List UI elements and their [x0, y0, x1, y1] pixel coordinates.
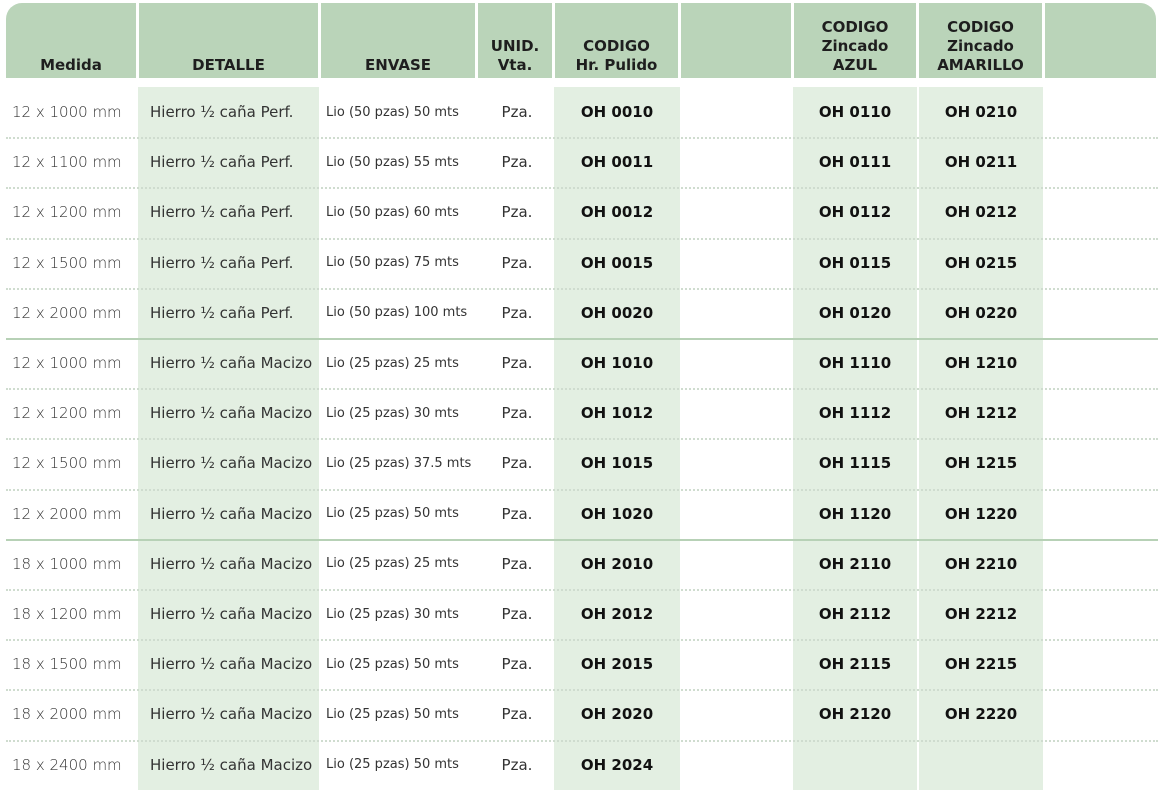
cell-codigo-amarillo: OH 0211: [944, 153, 1018, 172]
cell-codigo-pulido: OH 1020: [580, 504, 654, 523]
cell-envase: Lio (25 pzas) 25 mts: [326, 556, 459, 572]
cell-unid: Pza.: [501, 253, 533, 272]
header-codigo-azul: CODIGO Zincado AZUL: [821, 18, 889, 74]
header-divider: [1042, 3, 1045, 78]
table-row: [6, 639, 1158, 689]
table-row: [6, 438, 1158, 488]
table-row: [6, 589, 1158, 639]
cell-unid: Pza.: [501, 303, 533, 322]
cell-envase: Lio (25 pzas) 50 mts: [326, 706, 459, 722]
table-row: [6, 137, 1158, 187]
cell-detalle: Hierro ½ caña Perf.: [150, 253, 294, 272]
cell-codigo-pulido: OH 0012: [580, 203, 654, 222]
cell-envase: Lio (50 pzas) 55 mts: [326, 154, 459, 170]
table-row: [6, 689, 1158, 739]
cell-detalle: Hierro ½ caña Macizo: [150, 504, 313, 523]
cell-codigo-azul: OH 1112: [818, 404, 892, 423]
cell-codigo-azul: OH 2115: [818, 655, 892, 674]
cell-detalle: Hierro ½ caña Macizo: [150, 755, 313, 774]
cell-codigo-pulido: OH 1010: [580, 354, 654, 372]
cell-codigo-pulido: OH 2020: [580, 705, 654, 724]
cell-codigo-amarillo: OH 2210: [944, 554, 1018, 573]
cell-codigo-amarillo: OH 0212: [944, 203, 1018, 222]
cell-detalle: Hierro ½ caña Perf.: [150, 103, 294, 121]
cell-codigo-pulido: OH 1012: [580, 404, 654, 423]
cell-medida: 12 x 2000 mm: [12, 303, 122, 322]
cell-detalle: Hierro ½ caña Macizo: [150, 655, 313, 674]
cell-medida: 12 x 1500 mm: [12, 454, 122, 473]
cell-unid: Pza.: [501, 354, 533, 372]
cell-codigo-amarillo: OH 2212: [944, 605, 1018, 623]
header-divider: [678, 3, 681, 78]
cell-codigo-amarillo: OH 0210: [944, 103, 1018, 121]
cell-codigo-pulido: OH 0020: [580, 303, 654, 322]
cell-envase: Lio (25 pzas) 30 mts: [326, 606, 459, 622]
cell-codigo-azul: OH 2112: [818, 605, 892, 623]
cell-codigo-amarillo: OH 2215: [944, 655, 1018, 674]
cell-codigo-azul: OH 1120: [818, 504, 892, 523]
cell-codigo-azul: OH 0111: [818, 153, 892, 172]
header-codigo-pulido: CODIGO Hr. Pulido: [575, 37, 658, 74]
cell-medida: 18 x 1200 mm: [12, 605, 122, 623]
header-medida: Medida: [40, 56, 102, 74]
cell-detalle: Hierro ½ caña Perf.: [150, 153, 294, 172]
cell-codigo-amarillo: OH 0215: [944, 253, 1018, 272]
header-envase: ENVASE: [364, 56, 432, 74]
cell-envase: Lio (25 pzas) 37.5 mts: [326, 455, 472, 471]
cell-envase: Lio (50 pzas) 60 mts: [326, 204, 459, 220]
table-row: [6, 238, 1158, 288]
cell-codigo-amarillo: OH 2220: [944, 705, 1018, 724]
cell-envase: Lio (50 pzas) 50 mts: [326, 104, 459, 120]
cell-envase: Lio (25 pzas) 50 mts: [326, 506, 459, 522]
cell-codigo-amarillo: OH 0220: [944, 303, 1018, 322]
cell-codigo-pulido: OH 0011: [580, 153, 654, 172]
cell-medida: 18 x 1500 mm: [12, 655, 122, 674]
cell-unid: Pza.: [501, 554, 533, 573]
cell-codigo-pulido: OH 2012: [580, 605, 654, 623]
table-row: [6, 288, 1158, 338]
cell-codigo-pulido: OH 1015: [580, 454, 654, 473]
cell-codigo-azul: [793, 740, 917, 790]
cell-detalle: Hierro ½ caña Macizo: [150, 454, 313, 473]
cell-detalle: Hierro ½ caña Perf.: [150, 303, 294, 322]
cell-codigo-azul: OH 0115: [818, 253, 892, 272]
cell-codigo-pulido: OH 0015: [580, 253, 654, 272]
cell-unid: Pza.: [501, 404, 533, 423]
cell-codigo-azul: OH 2120: [818, 705, 892, 724]
table-row: [6, 740, 1158, 790]
cell-envase: Lio (50 pzas) 75 mts: [326, 255, 459, 271]
cell-unid: Pza.: [501, 605, 533, 623]
cell-medida: 18 x 1000 mm: [12, 554, 122, 573]
cell-unid: Pza.: [501, 655, 533, 674]
cell-medida: 12 x 1000 mm: [12, 103, 122, 121]
cell-medida: 18 x 2400 mm: [12, 755, 122, 774]
cell-unid: Pza.: [501, 103, 533, 121]
cell-codigo-amarillo: OH 1212: [944, 404, 1018, 423]
cell-envase: Lio (50 pzas) 100 mts: [326, 305, 468, 321]
cell-codigo-azul: OH 1110: [818, 354, 892, 372]
cell-medida: 12 x 1200 mm: [12, 203, 122, 222]
table-row: [6, 539, 1158, 589]
cell-detalle: Hierro ½ caña Macizo: [150, 605, 313, 623]
table-row: [6, 338, 1158, 388]
cell-medida: 12 x 2000 mm: [12, 504, 122, 523]
table-row: [6, 87, 1158, 137]
cell-unid: Pza.: [501, 454, 533, 473]
cell-unid: Pza.: [501, 504, 533, 523]
cell-codigo-pulido: OH 0010: [580, 103, 654, 121]
cell-envase: Lio (25 pzas) 25 mts: [326, 355, 459, 371]
cell-envase: Lio (25 pzas) 50 mts: [326, 656, 459, 672]
table-row: [6, 489, 1158, 539]
cell-codigo-amarillo: OH 1215: [944, 454, 1018, 473]
cell-detalle: Hierro ½ caña Macizo: [150, 354, 313, 372]
cell-medida: 18 x 2000 mm: [12, 705, 122, 724]
cell-detalle: Hierro ½ caña Macizo: [150, 404, 313, 423]
cell-codigo-amarillo: OH 1220: [944, 504, 1018, 523]
cell-codigo-pulido: OH 2024: [580, 755, 654, 774]
cell-detalle: Hierro ½ caña Perf.: [150, 203, 294, 222]
cell-codigo-pulido: OH 2015: [580, 655, 654, 674]
table-row: [6, 187, 1158, 237]
cell-codigo-pulido: OH 2010: [580, 554, 654, 573]
cell-medida: 12 x 1200 mm: [12, 404, 122, 423]
cell-envase: Lio (25 pzas) 30 mts: [326, 405, 459, 421]
cell-codigo-amarillo: OH 1210: [944, 354, 1018, 372]
cell-codigo-azul: OH 0112: [818, 203, 892, 222]
cell-medida: 12 x 1100 mm: [12, 153, 122, 172]
cell-codigo-azul: OH 1115: [818, 454, 892, 473]
header-codigo-amarillo: CODIGO Zincado AMARILLO: [937, 18, 1024, 74]
cell-unid: Pza.: [501, 153, 533, 172]
cell-codigo-azul: OH 0110: [818, 103, 892, 121]
cell-envase: Lio (25 pzas) 50 mts: [326, 757, 459, 773]
header-unid: UNID. Vta.: [490, 37, 540, 74]
table-row: [6, 388, 1158, 438]
cell-detalle: Hierro ½ caña Macizo: [150, 554, 313, 573]
cell-codigo-azul: OH 2110: [818, 554, 892, 573]
header-detalle: DETALLE: [192, 56, 265, 74]
cell-unid: Pza.: [501, 705, 533, 724]
cell-codigo-azul: OH 0120: [818, 303, 892, 322]
cell-detalle: Hierro ½ caña Macizo: [150, 705, 313, 724]
cell-unid: Pza.: [501, 755, 533, 774]
cell-medida: 12 x 1500 mm: [12, 253, 122, 272]
cell-unid: Pza.: [501, 203, 533, 222]
cell-codigo-amarillo: [919, 740, 1043, 790]
cell-medida: 12 x 1000 mm: [12, 354, 122, 372]
